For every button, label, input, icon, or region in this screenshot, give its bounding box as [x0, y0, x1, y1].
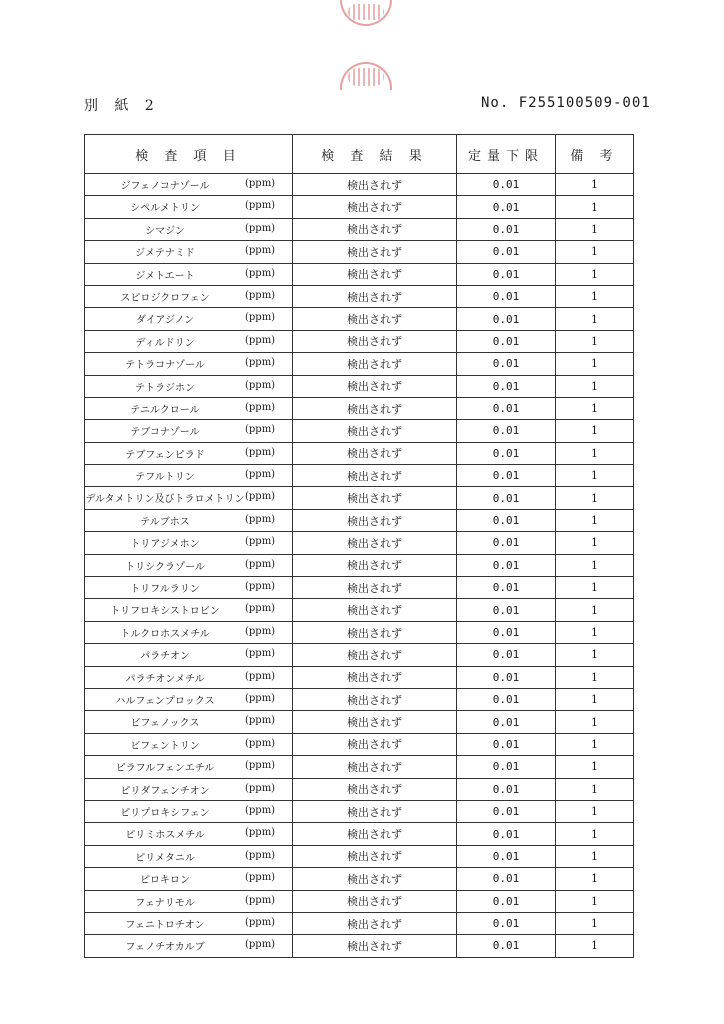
- note-cell: 1: [556, 621, 634, 643]
- limit-cell: 0.01: [457, 554, 556, 576]
- note-cell: 1: [556, 577, 634, 599]
- table-row: [85, 577, 634, 599]
- test-item-name: ジメテナミド: [135, 248, 195, 260]
- result-cell: 検出されず: [293, 890, 457, 912]
- test-item-cell: [85, 666, 293, 688]
- note-cell: 1: [556, 823, 634, 845]
- note-cell: 1: [556, 688, 634, 710]
- note-cell: 1: [556, 285, 634, 307]
- test-item-name: ビフェントリン: [130, 740, 200, 752]
- note-cell: 1: [556, 599, 634, 621]
- test-item-unit: (ppm): [245, 491, 276, 503]
- result-cell: 検出されず: [293, 666, 457, 688]
- test-item-name: パラチオンメチル: [125, 673, 205, 685]
- test-item-name: テブフェンピラド: [125, 449, 205, 461]
- test-item-cell: [85, 912, 293, 934]
- test-item-unit: (ppm): [245, 334, 276, 346]
- red-seal-stamp: [340, 62, 392, 90]
- test-item-cell: [85, 308, 293, 330]
- limit-cell: 0.01: [457, 397, 556, 419]
- test-item-cell: [85, 241, 293, 263]
- result-cell: 検出されず: [293, 868, 457, 890]
- test-item-name: ジフェノコナゾール: [120, 181, 210, 192]
- note-cell: 1: [556, 935, 634, 957]
- test-item-name: ジメトエート: [135, 270, 195, 282]
- test-item-name: トリシクラゾール: [125, 561, 205, 573]
- test-item-name: フェナリモル: [135, 897, 195, 909]
- test-item-cell: [85, 509, 293, 531]
- result-cell: 検出されず: [293, 599, 457, 621]
- result-cell: 検出されず: [293, 509, 457, 531]
- limit-cell: 0.01: [457, 666, 556, 688]
- test-item-unit: (ppm): [245, 782, 276, 794]
- limit-cell: 0.01: [457, 308, 556, 330]
- test-item-unit: (ppm): [245, 648, 276, 660]
- table-row: [85, 823, 634, 845]
- test-item-name: テニルクロール: [130, 404, 200, 416]
- table-header-row: [85, 135, 634, 174]
- test-item-name: フェノチオカルブ: [125, 942, 205, 954]
- limit-cell: 0.01: [457, 733, 556, 755]
- result-cell: 検出されず: [293, 285, 457, 307]
- result-cell: 検出されず: [293, 845, 457, 867]
- test-item-name: パラチオン: [140, 651, 190, 663]
- note-cell: 1: [556, 509, 634, 531]
- test-item-unit: (ppm): [245, 692, 276, 704]
- limit-cell: 0.01: [457, 218, 556, 240]
- test-item-unit: (ppm): [245, 379, 276, 391]
- table-row: [85, 241, 634, 263]
- test-item-name: トリアジメホン: [130, 539, 200, 551]
- table-row: [85, 756, 634, 778]
- result-cell: 検出されず: [293, 935, 457, 957]
- table-row: [85, 733, 634, 755]
- result-cell: 検出されず: [293, 621, 457, 643]
- table-row: [85, 375, 634, 397]
- note-cell: 1: [556, 174, 634, 196]
- table-row: [85, 285, 634, 307]
- table-row: [85, 218, 634, 240]
- test-item-name: ピリプロキシフェン: [120, 807, 210, 819]
- result-cell: 検出されず: [293, 800, 457, 822]
- test-item-cell: [85, 487, 293, 509]
- limit-cell: 0.01: [457, 375, 556, 397]
- table-row: [85, 263, 634, 285]
- test-item-unit: (ppm): [245, 916, 276, 928]
- note-cell: 1: [556, 845, 634, 867]
- test-item-unit: (ppm): [245, 424, 276, 436]
- table-row: [85, 935, 634, 957]
- test-item-cell: [85, 218, 293, 240]
- note-cell: 1: [556, 912, 634, 934]
- test-item-name: シペルメトリン: [130, 203, 200, 215]
- table-row: [85, 465, 634, 487]
- test-item-unit: (ppm): [245, 245, 276, 257]
- test-item-unit: (ppm): [245, 357, 276, 369]
- result-cell: 検出されず: [293, 218, 457, 240]
- result-cell: 検出されず: [293, 420, 457, 442]
- test-item-name: トルクロホスメチル: [120, 628, 210, 640]
- limit-cell: 0.01: [457, 711, 556, 733]
- note-cell: 1: [556, 666, 634, 688]
- table-row: [85, 845, 634, 867]
- test-item-name: トリフルラリン: [130, 584, 200, 596]
- limit-cell: 0.01: [457, 353, 556, 375]
- test-item-cell: [85, 845, 293, 867]
- note-cell: 1: [556, 442, 634, 464]
- test-item-unit: (ppm): [245, 581, 276, 593]
- note-cell: 1: [556, 465, 634, 487]
- result-cell: 検出されず: [293, 778, 457, 800]
- result-cell: 検出されず: [293, 823, 457, 845]
- test-item-unit: (ppm): [245, 200, 276, 212]
- result-cell: 検出されず: [293, 532, 457, 554]
- test-item-cell: [85, 465, 293, 487]
- test-item-unit: (ppm): [245, 536, 276, 548]
- limit-cell: 0.01: [457, 912, 556, 934]
- test-item-cell: [85, 756, 293, 778]
- result-cell: 検出されず: [293, 465, 457, 487]
- table-row: [85, 599, 634, 621]
- test-item-cell: [85, 778, 293, 800]
- table-row: [85, 554, 634, 576]
- result-cell: 検出されず: [293, 442, 457, 464]
- column-header-item: 検 査 項 目: [85, 135, 293, 174]
- test-item-cell: [85, 196, 293, 218]
- note-cell: 1: [556, 644, 634, 666]
- note-cell: 1: [556, 196, 634, 218]
- limit-cell: 0.01: [457, 935, 556, 957]
- test-item-name: ハルフェンプロックス: [115, 695, 215, 707]
- limit-cell: 0.01: [457, 599, 556, 621]
- test-item-unit: (ppm): [245, 401, 276, 413]
- note-cell: 1: [556, 554, 634, 576]
- test-item-cell: [85, 397, 293, 419]
- table-row: [85, 532, 634, 554]
- note-cell: 1: [556, 868, 634, 890]
- note-cell: 1: [556, 353, 634, 375]
- note-cell: 1: [556, 375, 634, 397]
- note-cell: 1: [556, 890, 634, 912]
- test-item-cell: [85, 733, 293, 755]
- table-row: [85, 308, 634, 330]
- test-item-unit: (ppm): [245, 178, 276, 189]
- table-row: [85, 666, 634, 688]
- result-cell: 検出されず: [293, 577, 457, 599]
- table-body: [85, 174, 634, 958]
- result-cell: 検出されず: [293, 308, 457, 330]
- limit-cell: 0.01: [457, 465, 556, 487]
- table-row: [85, 800, 634, 822]
- table-row: [85, 688, 634, 710]
- test-item-cell: [85, 823, 293, 845]
- column-header-limit: 定量下限: [457, 135, 556, 174]
- test-item-unit: (ppm): [245, 670, 276, 682]
- result-cell: 検出されず: [293, 353, 457, 375]
- result-cell: 検出されず: [293, 375, 457, 397]
- test-item-unit: (ppm): [245, 715, 276, 727]
- limit-cell: 0.01: [457, 509, 556, 531]
- results-table: [84, 134, 634, 958]
- note-cell: 1: [556, 241, 634, 263]
- test-item-unit: (ppm): [245, 760, 276, 772]
- test-item-cell: [85, 554, 293, 576]
- test-item-name: ビフェノックス: [130, 718, 200, 730]
- result-cell: 検出されず: [293, 756, 457, 778]
- table-row: [85, 778, 634, 800]
- note-cell: 1: [556, 218, 634, 240]
- test-item-cell: [85, 935, 293, 957]
- table-row: [85, 196, 634, 218]
- table-row: [85, 711, 634, 733]
- result-cell: 検出されず: [293, 397, 457, 419]
- test-item-unit: (ppm): [245, 446, 276, 458]
- result-cell: 検出されず: [293, 196, 457, 218]
- table-row: [85, 442, 634, 464]
- result-cell: 検出されず: [293, 912, 457, 934]
- limit-cell: 0.01: [457, 800, 556, 822]
- test-item-unit: (ppm): [245, 737, 276, 749]
- limit-cell: 0.01: [457, 442, 556, 464]
- table-row: [85, 353, 634, 375]
- test-item-name: テフルトリン: [135, 472, 195, 484]
- test-item-name: デルタメトリン及びトラロメトリン: [85, 494, 245, 506]
- result-cell: 検出されず: [293, 330, 457, 352]
- test-item-name: テトラコナゾール: [125, 360, 205, 372]
- table-row: [85, 644, 634, 666]
- note-cell: 1: [556, 711, 634, 733]
- test-item-cell: [85, 577, 293, 599]
- test-item-name: フェニトロチオン: [125, 919, 205, 931]
- limit-cell: 0.01: [457, 845, 556, 867]
- limit-cell: 0.01: [457, 688, 556, 710]
- limit-cell: 0.01: [457, 241, 556, 263]
- limit-cell: 0.01: [457, 644, 556, 666]
- limit-cell: 0.01: [457, 420, 556, 442]
- note-cell: 1: [556, 532, 634, 554]
- table-row: [85, 890, 634, 912]
- test-item-name: ピリメタニル: [135, 852, 195, 864]
- test-item-name: シマジン: [145, 225, 185, 237]
- table-row: [85, 868, 634, 890]
- test-item-unit: (ppm): [245, 939, 276, 951]
- table-row: [85, 487, 634, 509]
- test-item-name: ピラフルフェンエチル: [115, 763, 215, 775]
- limit-cell: 0.01: [457, 823, 556, 845]
- limit-cell: 0.01: [457, 196, 556, 218]
- document-number: No. F255100509-001: [481, 95, 651, 111]
- test-item-name: ピリミホスメチル: [125, 830, 205, 842]
- test-item-cell: [85, 868, 293, 890]
- note-cell: 1: [556, 263, 634, 285]
- result-cell: 検出されず: [293, 174, 457, 196]
- result-cell: 検出されず: [293, 644, 457, 666]
- test-item-cell: [85, 263, 293, 285]
- test-item-name: トリフロキシストロビン: [110, 606, 220, 618]
- test-item-cell: [85, 442, 293, 464]
- test-item-name: スピロジクロフェン: [120, 292, 210, 304]
- test-item-unit: (ppm): [245, 312, 276, 324]
- result-cell: 検出されず: [293, 711, 457, 733]
- result-cell: 検出されず: [293, 733, 457, 755]
- table-row: [85, 509, 634, 531]
- column-header-note: 備 考: [556, 135, 634, 174]
- test-item-unit: (ppm): [245, 849, 276, 861]
- test-item-name: ダイアジノン: [135, 315, 195, 327]
- result-cell: 検出されず: [293, 263, 457, 285]
- test-item-unit: (ppm): [245, 558, 276, 570]
- test-item-cell: [85, 375, 293, 397]
- table-row: [85, 912, 634, 934]
- limit-cell: 0.01: [457, 868, 556, 890]
- test-item-cell: [85, 174, 293, 196]
- test-item-cell: [85, 711, 293, 733]
- test-item-name: テルブホス: [140, 516, 190, 528]
- note-cell: 1: [556, 487, 634, 509]
- attachment-label: 別 紙 2: [84, 98, 160, 114]
- test-item-cell: [85, 420, 293, 442]
- test-item-cell: [85, 890, 293, 912]
- test-item-cell: [85, 621, 293, 643]
- limit-cell: 0.01: [457, 756, 556, 778]
- test-item-cell: [85, 330, 293, 352]
- limit-cell: 0.01: [457, 532, 556, 554]
- note-cell: 1: [556, 330, 634, 352]
- result-cell: 検出されず: [293, 554, 457, 576]
- limit-cell: 0.01: [457, 778, 556, 800]
- test-item-unit: (ppm): [245, 804, 276, 816]
- note-cell: 1: [556, 800, 634, 822]
- test-item-unit: (ppm): [245, 827, 276, 839]
- test-item-unit: (ppm): [245, 513, 276, 525]
- test-item-name: ピリダフェンチオン: [120, 785, 210, 797]
- column-header-result: 検 査 結 果: [293, 135, 457, 174]
- test-item-cell: [85, 644, 293, 666]
- test-item-name: テブコナゾール: [130, 427, 200, 439]
- note-cell: 1: [556, 397, 634, 419]
- result-cell: 検出されず: [293, 241, 457, 263]
- test-item-cell: [85, 532, 293, 554]
- test-item-name: テトラジホン: [135, 382, 195, 394]
- limit-cell: 0.01: [457, 263, 556, 285]
- test-item-unit: (ppm): [245, 469, 276, 481]
- limit-cell: 0.01: [457, 285, 556, 307]
- limit-cell: 0.01: [457, 577, 556, 599]
- test-item-name: ピロキロン: [140, 875, 190, 887]
- test-item-cell: [85, 353, 293, 375]
- note-cell: 1: [556, 733, 634, 755]
- test-item-unit: (ppm): [245, 222, 276, 234]
- test-item-cell: [85, 688, 293, 710]
- test-item-name: ディルドリン: [135, 337, 195, 349]
- note-cell: 1: [556, 308, 634, 330]
- limit-cell: 0.01: [457, 330, 556, 352]
- limit-cell: 0.01: [457, 621, 556, 643]
- result-cell: 検出されず: [293, 688, 457, 710]
- test-item-cell: [85, 285, 293, 307]
- test-item-cell: [85, 800, 293, 822]
- test-item-cell: [85, 599, 293, 621]
- note-cell: 1: [556, 778, 634, 800]
- note-cell: 1: [556, 420, 634, 442]
- table-row: [85, 397, 634, 419]
- test-item-unit: (ppm): [245, 289, 276, 301]
- table-row: [85, 330, 634, 352]
- test-item-unit: (ppm): [245, 625, 276, 637]
- table-row: [85, 174, 634, 196]
- result-cell: 検出されず: [293, 487, 457, 509]
- test-item-unit: (ppm): [245, 267, 276, 279]
- table-row: [85, 420, 634, 442]
- note-cell: 1: [556, 756, 634, 778]
- limit-cell: 0.01: [457, 174, 556, 196]
- table-row: [85, 621, 634, 643]
- red-seal-stamp-top: [340, 0, 392, 26]
- limit-cell: 0.01: [457, 890, 556, 912]
- test-item-unit: (ppm): [245, 894, 276, 906]
- test-item-unit: (ppm): [245, 603, 276, 615]
- test-item-unit: (ppm): [245, 872, 276, 884]
- limit-cell: 0.01: [457, 487, 556, 509]
